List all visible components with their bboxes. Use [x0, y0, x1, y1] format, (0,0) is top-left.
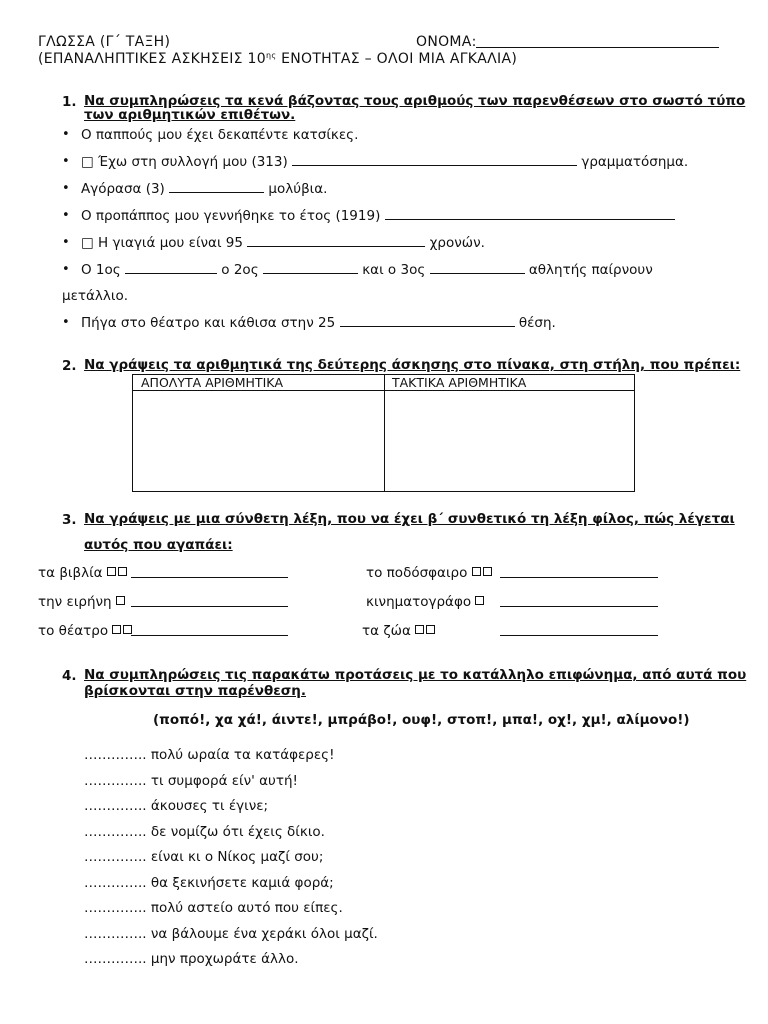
ex4-blank-dots[interactable]: ………….. — [84, 798, 147, 814]
ex1-item-4-blank[interactable] — [385, 207, 675, 220]
ex4-sentence — [84, 823, 325, 841]
ex4-sentence-text: θα ξεκινήσετε καμιά φορά; — [146, 874, 334, 891]
ex1-instruction-line1: Να συμπληρώσεις τα κενά βάζοντας τους αριθμούς των παρενθέσεων στο σωστό τύπο — [84, 93, 746, 109]
ex1-item-4 — [81, 207, 675, 225]
ex2-number: 2. — [62, 358, 77, 374]
ex3-left-3-text: το θέατρο — [38, 623, 109, 639]
subtitle — [38, 51, 517, 67]
ex1-item-7-text: Πήγα στο θέατρο και κάθισα στην 25 — [81, 315, 336, 331]
ex3-left-2-blank[interactable] — [131, 606, 288, 607]
ex4-sentence-text: πολύ ωραία τα κατάφερες! — [146, 747, 335, 763]
name-field[interactable] — [476, 47, 719, 48]
box-glyph-icon — [116, 596, 125, 605]
ex4-sentence — [84, 899, 343, 917]
ex4-sentence-text: άκουσες τι έγινε; — [146, 798, 269, 814]
ex4-blank-dots[interactable]: ………….. — [84, 925, 147, 942]
ex4-sentence-text: είναι κι ο Νίκος μαζί σου; — [146, 849, 324, 865]
ex3-instruction-line1: Να γράψεις με μια σύνθετη λέξη, που να έχει β΄ συνθετικό τη λέξη φίλος, πώς λέγεται — [84, 511, 735, 527]
ex4-sentence-text: να βάλουμε ένα χεράκι όλοι μαζί. — [146, 925, 378, 942]
ex3-right-1-blank[interactable] — [500, 577, 658, 578]
ex4-sentence — [84, 772, 298, 790]
ex4-number: 4. — [62, 668, 77, 684]
ex3-right-3 — [362, 622, 437, 640]
ex4-sentence — [84, 848, 323, 866]
ex3-number: 3. — [62, 512, 77, 528]
ex4-sentence — [84, 874, 334, 892]
ex4-sentence — [84, 797, 268, 815]
ex4-sentence-text: δε νομίζω ότι έχεις δίκιο. — [146, 823, 325, 840]
ex1-item-6 — [81, 261, 653, 279]
ex1-item-2-end: γραμματόσημα. — [581, 154, 689, 170]
ex1-item-6-c: και ο 3ος — [362, 262, 426, 278]
ex1-item-5-end: χρονών. — [429, 235, 485, 251]
ex1-instruction-line2: των αριθμητικών επιθέτων. — [84, 107, 296, 123]
col-ordinal-cell[interactable] — [385, 391, 634, 491]
ex3-right-2 — [366, 593, 486, 611]
name-label: ΟΝΟΜΑ: — [416, 34, 477, 50]
ex1-item-5-blank[interactable] — [247, 234, 425, 247]
ex4-blank-dots[interactable]: ………….. — [84, 874, 147, 891]
ex4-sentence — [84, 746, 335, 764]
ex1-item-6-blank-2[interactable] — [263, 261, 358, 274]
ex1-item-5 — [81, 234, 485, 252]
col-cardinal-cell[interactable] — [133, 391, 383, 491]
ex1-item-7 — [81, 314, 556, 332]
ex1-item-4-text: Ο προπάππος μου γεννήθηκε το έτος (1919) — [81, 208, 381, 224]
ex3-left-1-blank[interactable] — [131, 577, 288, 578]
box-glyph-icon — [415, 625, 424, 634]
ex4-sentence — [84, 925, 378, 943]
ex1-item-6-d: αθλητής παίρνουν — [528, 262, 653, 278]
ex3-left-3 — [38, 622, 134, 640]
ex4-sentence — [84, 950, 299, 968]
ex1-item-6-b: ο 2ος — [221, 262, 259, 278]
ex4-options: (ποπό!, χα χά!, άιντε!, μπράβο!, ουφ!, στοπ!, μπα!, οχ!, χμ!, αλίμονο!) — [153, 712, 690, 728]
ex4-blank-dots[interactable]: ………….. — [84, 849, 147, 865]
box-glyph-icon — [426, 625, 435, 634]
ex1-item-2-text: □ Έχω στη συλλογή μου (313) — [81, 154, 288, 170]
ex1-number: 1. — [62, 94, 77, 110]
ex1-item-1: • Ο παππούς μου έχει δεκαπέντε κατσίκες. — [81, 126, 358, 144]
ex1-item-7-blank[interactable] — [340, 314, 515, 327]
box-glyph-icon — [472, 567, 481, 576]
ex1-item-6-a: Ο 1ος — [81, 262, 121, 278]
col-cardinal-header: ΑΠΟΛΥΤΑ ΑΡΙΘΜΗΤΙΚΑ — [141, 375, 284, 390]
ex4-blank-dots[interactable]: ………….. — [84, 772, 147, 789]
ex4-sentence-text: τι συμφορά είν' αυτή! — [146, 772, 298, 789]
ex3-right-1-text: το ποδόσφαιρο — [366, 565, 468, 581]
ex4-blank-dots[interactable]: ………….. — [84, 823, 147, 840]
box-glyph-icon — [112, 625, 121, 634]
subtitle-superscript: ης — [265, 51, 277, 60]
ex1-item-7-end: θέση. — [518, 315, 556, 331]
ex4-blank-dots[interactable]: ………….. — [84, 747, 147, 763]
ex3-right-3-text: τα ζώα — [362, 623, 411, 639]
subtitle-text-post: ΕΝΟΤΗΤΑΣ – ΟΛΟΙ ΜΙΑ ΑΓΚΑΛΙΑ) — [276, 51, 518, 67]
ex3-left-1-text: τα βιβλία — [38, 565, 103, 581]
ex3-left-2 — [38, 593, 127, 611]
ex1-item-2 — [81, 153, 688, 171]
ex1-item-5-text: □ Η γιαγιά μου είναι 95 — [81, 235, 243, 251]
ex4-blank-dots[interactable]: ………….. — [84, 951, 147, 967]
box-glyph-icon — [107, 567, 116, 576]
box-glyph-icon — [123, 625, 132, 634]
ex4-sentence-text: μην προχωράτε άλλο. — [146, 951, 299, 967]
ex3-right-2-blank[interactable] — [500, 606, 658, 607]
ex1-item-3-blank[interactable] — [169, 180, 264, 193]
ex1-item-6-blank-3[interactable] — [430, 261, 525, 274]
ex1-item-6-continued: μετάλλιο. — [62, 288, 129, 304]
ex4-sentence-text: πολύ αστείο αυτό που είπες. — [146, 900, 343, 916]
ex3-right-2-text: κινηματογράφο — [366, 594, 472, 610]
box-glyph-icon — [483, 567, 492, 576]
ex4-instruction-line2: βρίσκονται στην παρένθεση. — [84, 683, 307, 699]
col-ordinal-header: ΤΑΚΤΙΚΑ ΑΡΙΘΜΗΤΙΚΑ — [392, 375, 527, 390]
ex1-item-3-text: Αγόρασα (3) — [81, 181, 165, 197]
ex1-item-3-end: μολύβια. — [268, 181, 328, 197]
ex2-instruction: Να γράψεις τα αριθμητικά της δεύτερης άσκησης στο πίνακα, στη στήλη, που πρέπει: — [84, 357, 741, 373]
ex3-left-1 — [38, 564, 129, 582]
ex3-left-2-text: την ειρήνη — [38, 594, 112, 610]
ex3-right-1 — [366, 564, 494, 582]
ex4-blank-dots[interactable]: ………….. — [84, 900, 147, 916]
box-glyph-icon — [475, 596, 484, 605]
ex3-left-3-blank[interactable] — [131, 635, 288, 636]
ex3-right-3-blank[interactable] — [500, 635, 658, 636]
subject-title: ΓΛΩΣΣΑ (Γ΄ ΤΑΞΗ) — [38, 34, 171, 50]
subtitle-text-pre: (ΕΠΑΝΑΛΗΠΤΙΚΕΣ ΑΣΚΗΣΕΙΣ 10 — [38, 51, 266, 67]
box-glyph-icon — [118, 567, 127, 576]
ex4-instruction-line1: Να συμπληρώσεις τις παρακάτω προτάσεις με το κατάλληλο επιφώνημα, από αυτά που — [84, 667, 747, 683]
ex1-item-6-blank-1[interactable] — [125, 261, 217, 274]
ex1-item-3 — [81, 180, 327, 198]
ex1-item-2-blank[interactable] — [292, 153, 577, 166]
ex3-instruction-line2: αυτός που αγαπάει: — [84, 537, 233, 553]
numerals-table — [132, 374, 635, 492]
